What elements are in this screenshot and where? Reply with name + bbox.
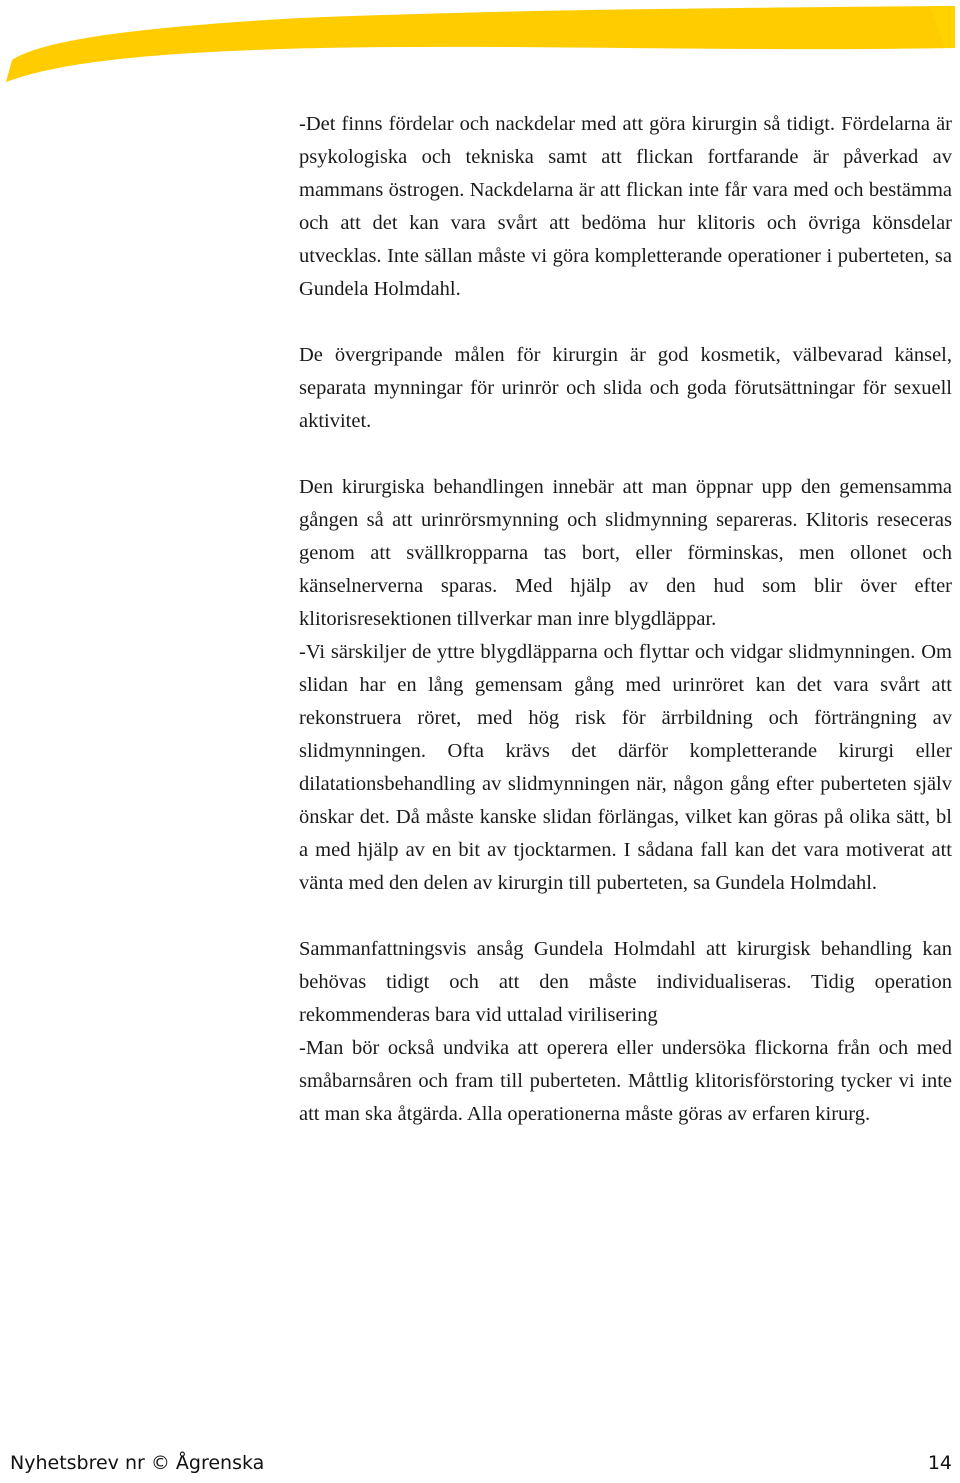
page-footer: [10, 1452, 952, 1482]
paragraph-spacer: [299, 438, 952, 471]
paragraph-intro: -Det finns fördelar och nackdelar med att göra kirurgin så tidigt. Fördelarna är psykologiska och tekniska samt att flickan fortfarande är påverkad av mammans östrogen. Nackdelarna är att flickan inte får vara med och bestämma och att det kan vara svårt att bedöma hur klitoris och övriga könsdelar utvecklas. Inte sällan måste vi göra kompletterande operationer i puberteten, sa Gundela Holmdahl.: [299, 113, 952, 300]
paragraph-quote-summary: -Man bör också undvika att operera eller undersöka flickorna från och med småbarnsåren och fram till puberteten. Måttlig klitorisförstoring tycker vi inte att man ska åtgärda. Alla operationerna måste göras av erfaren kirurg.: [299, 1037, 952, 1125]
header-banner-shape: [6, 6, 955, 82]
page-number: 14: [927, 1452, 952, 1474]
newsletter-credit: Nyhetsbrev nr © Ågrenska: [10, 1452, 265, 1474]
paragraph-summary: Sammanfattningsvis ansåg Gundela Holmdahl att kirurgisk behandling kan behövas tidigt och att den måste individualiseras. Tidig operation rekommenderas bara vid uttalad virilisering: [299, 938, 952, 1026]
paragraph-spacer: [299, 306, 952, 339]
article-body: [299, 108, 952, 1131]
paragraph-treatment: Den kirurgiska behandlingen innebär att man öppnar upp den gemensamma gången så att urinrörsmynning och slidmynning separeras. Klitoris reseceras genom att svällkropparna tas bort, eller förminskas, men ollonet och känselnerverna sparas. Med hjälp av den hud som blir över efter klitorisresektionen tillverkar man inre blygdläppar.: [299, 476, 952, 630]
paragraph-spacer: [299, 900, 952, 933]
paragraph-quote-separation: -Vi särskiljer de yttre blygdläpparna och flyttar och vidgar slidmynningen. Om slidan har en lång gemensam gång med urinröret kan det vara svårt att rekonstruera röret, med hög risk för ärrbildning och förträngning av slidmynningen. Ofta krävs det därför kompletterande kirurgi eller dilatationsbehandling av slidmynningen när, någon gång efter puberteten själv önskar det. Då måste kanske slidan förlängas, vilket kan göras på olika sätt, bl a med hjälp av en bit av tjocktarmen. I sådana fall kan det vara motiverat att vänta med den delen av kirurgin till puberteten, sa Gundela Holmdahl.: [299, 641, 952, 894]
header-banner: [0, 0, 960, 90]
paragraph-goals: De övergripande målen för kirurgin är god kosmetik, välbevarad känsel, separata mynningar för urinrör och slida och goda förutsättningar för sexuell aktivitet.: [299, 344, 952, 432]
